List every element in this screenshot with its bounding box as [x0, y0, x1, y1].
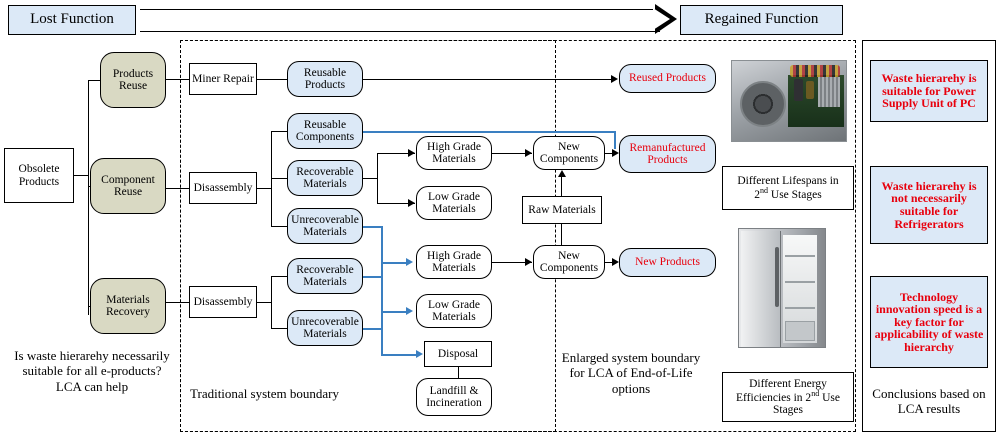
enlarged-boundary-text: Enlarged system boundary for LCA of End-of-Life options — [561, 350, 701, 396]
link-products-reuse-to-repair — [166, 79, 189, 80]
disassembly-1-box — [189, 172, 257, 204]
arrow-to-remanufactured — [612, 149, 619, 157]
power-supply-photo — [731, 60, 847, 142]
fridge-shelf-2 — [785, 281, 815, 283]
link-materials-recovery-to-disassembly — [166, 302, 189, 303]
conclusion-2-text: Waste hierarehy is not necessarily suitable for Refrigerators — [881, 178, 977, 231]
disassembly1-branch-b — [271, 178, 287, 179]
unrecoverable-materials-1-box — [287, 208, 363, 244]
fridge-caption-line-2 — [736, 390, 840, 404]
unrecoverable-materials-1-text: Unrecoverable Materials — [291, 213, 359, 238]
psu-caption-2-post: Use Stages — [768, 188, 822, 201]
fridge-caption-2-post: Use — [819, 391, 840, 404]
recoverable-materials-2-text: Recoverable Materials — [296, 263, 354, 288]
landfill-text: Landfill & Incineration — [426, 384, 482, 409]
conclusion-3-text: Technology innovation speed is a key factor for applicability of waste hierarchy — [874, 289, 984, 354]
new-products-text: New Products — [635, 256, 700, 269]
disposal-box — [424, 341, 492, 367]
reused-products-text: Reused Products — [629, 72, 706, 85]
products-reuse-node — [100, 52, 166, 108]
remanufactured-products-box — [619, 135, 716, 173]
blue-rec2-stub — [363, 276, 381, 278]
disassembly1-branch-c — [271, 226, 287, 227]
recoverable-materials-2-box — [287, 258, 363, 294]
minor-repair-text: Miner Repair — [192, 72, 254, 85]
blue-to-disposal — [381, 354, 419, 356]
regained-function-label — [680, 5, 843, 35]
branch-products-reuse — [88, 80, 100, 81]
fridge-caption-line-3: Stages — [772, 403, 804, 416]
disassembly2-branch-b — [271, 328, 287, 329]
conclusion-item-2 — [870, 166, 988, 244]
lca-question-caption — [12, 348, 172, 394]
high-grade-materials-2-box — [416, 245, 492, 279]
function-arrow-shaft — [140, 9, 660, 32]
reusable-products-box — [287, 61, 363, 97]
regained-function-text: Regained Function — [704, 11, 819, 28]
arrow-low-grade-2 — [406, 307, 413, 315]
blue-link-reusable-components — [363, 131, 616, 133]
reusable-components-text: Reusable Components — [295, 118, 355, 143]
disassembly1-stub — [257, 188, 271, 189]
arrow-raw-to-newcomp1 — [558, 170, 566, 177]
link-disposal-landfill — [458, 367, 459, 378]
conclusions-caption — [866, 386, 992, 417]
arrow-high-grade-2 — [406, 258, 413, 266]
conclusions-caption-text: Conclusions based on LCA results — [872, 386, 986, 417]
high-grade-1-text: High Grade Materials — [427, 140, 481, 165]
rec1-vertical — [377, 153, 378, 203]
fridge-shelf-3 — [785, 307, 815, 309]
refrigerator-photo — [738, 228, 826, 348]
new-products-box — [619, 248, 716, 277]
link-repair-to-reusable-products — [257, 79, 287, 80]
new-components-2-text: New Components — [539, 249, 599, 274]
disassembly2-branch-a — [271, 276, 287, 277]
low-grade-2-text: Low Grade Materials — [427, 298, 481, 323]
products-reuse-text: Products Reuse — [112, 67, 154, 92]
blue-unrec2-stub — [363, 328, 381, 330]
psu-caption-box — [722, 166, 854, 210]
materials-recovery-text: Materials Recovery — [105, 293, 151, 318]
low-grade-1-text: Low Grade Materials — [427, 190, 481, 215]
link-component-reuse-to-disassembly — [166, 188, 189, 189]
psu-wires — [790, 65, 840, 77]
function-arrow-head-inner — [653, 8, 670, 30]
traditional-boundary-text: Traditional system boundary — [190, 386, 340, 401]
lost-function-label — [8, 5, 136, 35]
blue-manifold-vertical — [381, 226, 383, 354]
component-reuse-node — [90, 158, 166, 214]
raw-materials-up-line — [561, 176, 562, 196]
low-grade-materials-2-box — [416, 294, 492, 328]
reusable-components-box — [287, 113, 363, 149]
conclusion-1-text: Waste hierarehy is suitable for Power Supply Unit of PC — [881, 71, 977, 111]
blue-link-reusable-components-down — [614, 131, 616, 149]
materials-recovery-node — [90, 278, 166, 334]
psu-heatsink — [818, 77, 840, 107]
fridge-drawer — [785, 321, 815, 341]
psu-capacitor-2 — [806, 81, 814, 99]
disassembly2-vertical — [271, 276, 272, 328]
remanufactured-products-text: Remanufactured Products — [629, 141, 706, 166]
conclusion-item-3 — [870, 276, 988, 368]
psu-capacitor-1 — [794, 79, 803, 101]
fridge-caption-line-1: Different Energy — [749, 377, 827, 390]
unrecoverable-materials-2-text: Unrecoverable Materials — [291, 315, 359, 340]
enlarged-boundary-caption — [556, 350, 706, 396]
obsolete-products-box — [4, 148, 74, 203]
obsolete-trunk — [74, 175, 88, 176]
arrow-high-grade-1 — [408, 149, 415, 157]
reusable-products-text: Reusable Products — [303, 66, 347, 91]
fridge-caption-2-pre: Efficiencies in 2 — [736, 391, 812, 404]
low-grade-materials-1-box — [416, 186, 492, 220]
lca-question-text: Is waste hierarehy necessarily suitable for all e-products? LCA can help — [14, 348, 170, 394]
fridge-handle — [775, 247, 779, 307]
raw-materials-box — [522, 196, 602, 224]
new-components-1-box — [533, 136, 605, 170]
psu-caption-2-sup: nd — [760, 186, 769, 196]
lost-function-text: Lost Function — [30, 11, 114, 28]
fridge-caption-2-sup: nd — [811, 389, 820, 399]
high-grade-2-text: High Grade Materials — [427, 249, 481, 274]
disassembly-2-box — [189, 286, 257, 318]
psu-caption-line-2 — [754, 187, 821, 201]
disassembly1-branch-a — [271, 131, 287, 132]
arrow-newcomponents-1 — [525, 149, 532, 157]
component-reuse-text: Component Reuse — [101, 173, 155, 198]
fridge-shelf-1 — [785, 255, 815, 257]
arrow-to-new-products — [612, 258, 619, 266]
obsolete-products-text: Obsolete Products — [18, 163, 60, 188]
reused-products-box — [619, 64, 716, 93]
arrow-to-reused-products — [611, 75, 618, 83]
disassembly-2-text: Disassembly — [193, 295, 253, 308]
rec1-stub — [363, 178, 377, 179]
psu-caption-2-pre: 2 — [754, 188, 761, 201]
new-components-1-text: New Components — [539, 140, 599, 165]
arrow-low-grade-1 — [408, 199, 415, 207]
blue-to-low-grade-2 — [381, 311, 409, 313]
unrecoverable-materials-2-box — [287, 310, 363, 346]
new-components-2-box — [533, 245, 605, 279]
blue-unrec1-stub — [363, 226, 381, 228]
arrow-disposal — [416, 350, 423, 358]
disassembly2-stub — [257, 302, 271, 303]
psu-fan-circle — [740, 81, 786, 127]
landfill-incineration-box — [416, 378, 492, 416]
minor-repair-box — [189, 63, 257, 95]
psu-caption-line-1: Different Lifespans in — [737, 175, 839, 188]
link-reusable-to-reused — [363, 79, 611, 80]
disposal-text: Disposal — [437, 347, 479, 360]
disassembly-1-text: Disassembly — [193, 181, 253, 194]
fridge-caption-box — [722, 372, 854, 422]
blue-to-high-grade-2 — [381, 262, 409, 264]
arrow-newcomponents-2 — [525, 258, 532, 266]
recoverable-materials-1-text: Recoverable Materials — [296, 165, 354, 190]
recoverable-materials-1-box — [287, 160, 363, 196]
conclusion-item-1 — [870, 60, 988, 122]
raw-materials-text: Raw Materials — [528, 203, 596, 216]
high-grade-materials-1-box — [416, 136, 492, 170]
